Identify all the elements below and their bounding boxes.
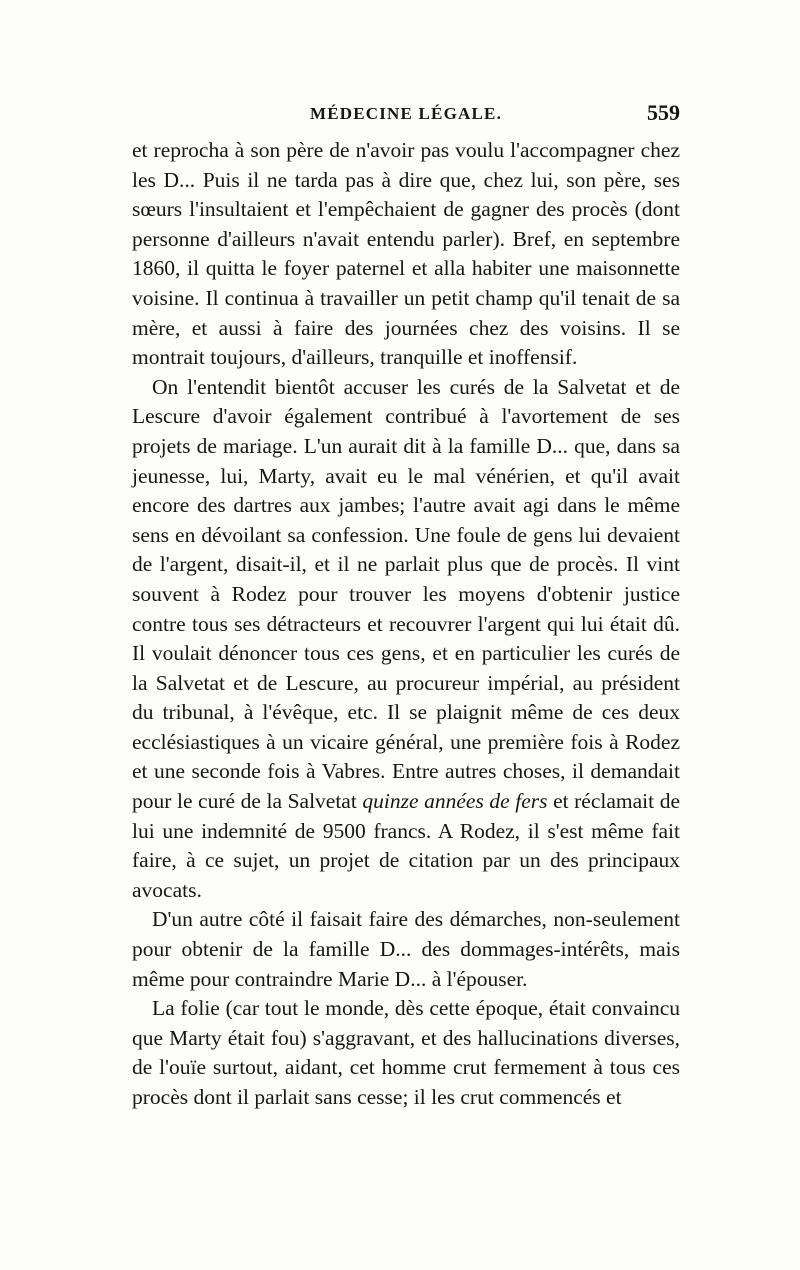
paragraph-3: D'un autre côté il faisait faire des démarches, non-seulement pour obtenir de la famille D... des dommages-intérêts, mais même pour contraindre Marie D... à l'épouser. (132, 907, 680, 991)
page-number: 559 (647, 100, 680, 125)
running-head (132, 100, 680, 128)
paragraph-4: La folie (car tout le monde, dès cette époque, était convaincu que Marty était fou) s'aggravant, et des hallucinations diverses, de l'ouïe surtout, aidant, cet homme crut fermement à tous ces procès dont il parlait sans cesse; il les crut commencés et (132, 996, 680, 1109)
body-text (132, 136, 680, 1113)
paragraph-2-text-a: On l'entendit bientôt accuser les curés de la Salvetat et de Lescure d'avoir également contribué à l'avortement de ses projets de mariage. L'un aurait dit à la famille D... que, dans sa jeunesse, lui, Marty, avait eu le mal vénérien, et qu'il avait encore des dartres aux jambes; l'autre avait agi dans le même sens en dévoilant sa confession. Une foule de gens lui devaient de l'argent, disait-il, et il ne parlait plus que de procès. Il vint souvent à Rodez pour trouver les moyens d'obtenir justice contre tous ses détracteurs et recouvrer l'argent qui lui était dû. Il voulait dénoncer tous ces gens, et en particulier les curés de la Salvetat et de Lescure, au procureur impérial, au président du tribunal, à l'évêque, etc. Il se plaignit même de ces deux ecclésiastiques à un vicaire général, une première fois à Rodez et une seconde fois à Vabres. Entre autres choses, il demandait pour le curé de la Salvetat (132, 374, 680, 814)
italic-phrase: quinze années de fers (362, 789, 548, 814)
paragraph-2-text-b: et réclamait de lui une indemnité de 9500 francs. A Rodez, il s'est même fait faire, à ce sujet, un projet de citation par un des principaux avocats. (132, 789, 680, 902)
paragraph-2 (132, 373, 680, 906)
running-title: MÉDECINE LÉGALE. (309, 104, 503, 123)
paragraph-1: et reprocha à son père de n'avoir pas voulu l'accompagner chez les D... Puis il ne tarda pas à dire que, chez lui, son père, ses sœurs l'insultaient et l'empêchaient de gagner des procès (dont personne d'ailleurs n'avait entendu parler). Bref, en septembre 1860, il quitta le foyer paternel et alla habiter une maisonnette voisine. Il continua à travailler un petit champ qu'il tenait de sa mère, et aussi à faire des journées chez des voisins. Il se montrait toujours, d'ailleurs, tranquille et inoffensif. (132, 138, 680, 370)
